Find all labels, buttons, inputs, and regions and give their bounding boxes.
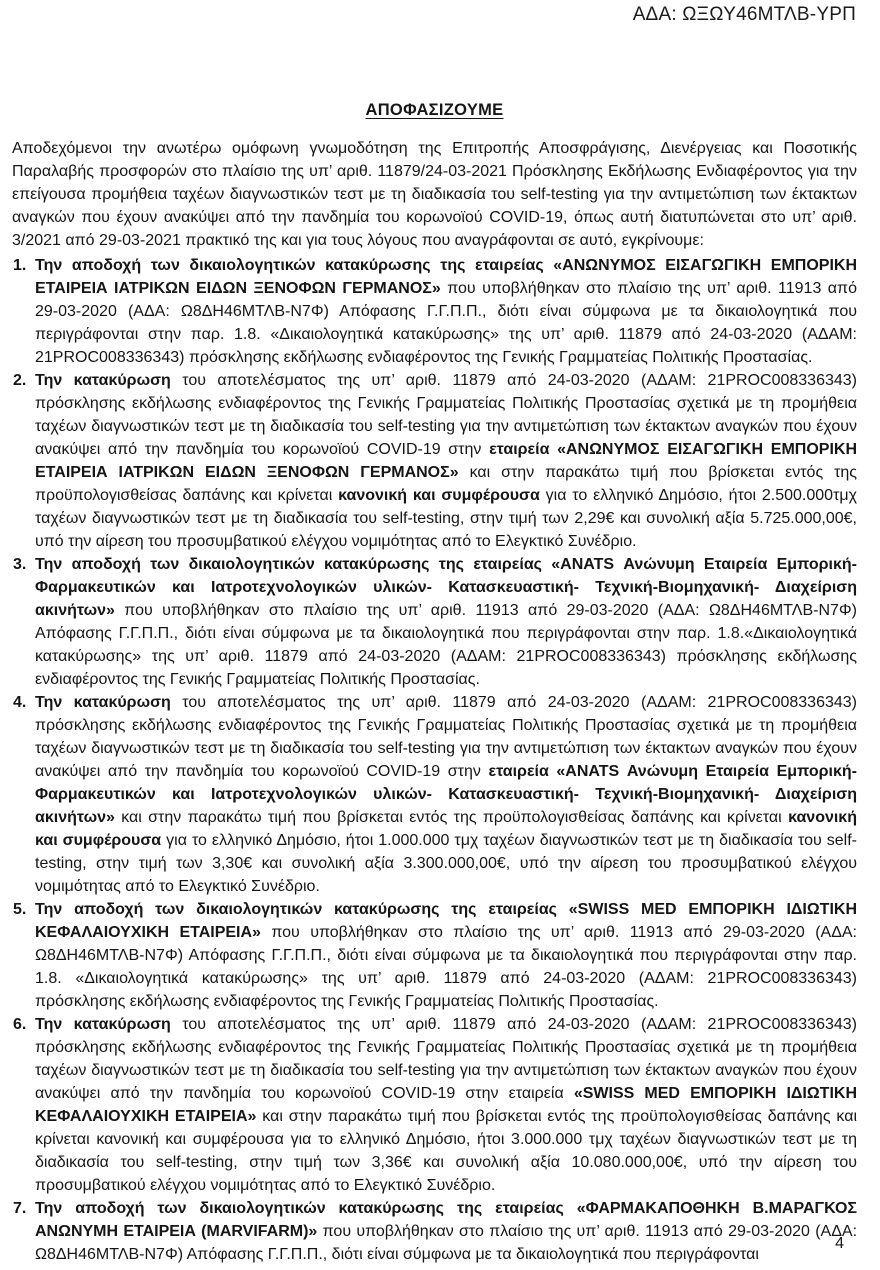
list-item-text: Την αποδοχή των δικαιολογητικών κατακύρωσης της εταιρείας «SWISS MED ΕΜΠΟΡΙΚΗ ΙΔΙΩΤΙΚΗ ΚΕΦΑΛΑΙΟΥΧΙΚΗ ΕΤΑΙΡΕΙΑ» που υποβλήθηκαν στο πλαίσιο της υπ’ αριθ. 11913 από 29-03-2020 (ΑΔΑ: Ω8ΔΗ46ΜΤΛΒ-Ν7Φ) Απόφασης Γ.Γ.Π.Π., διότι είναι σύμφωνα με τα δικαιολογητικά που περιγράφονται στην παρ. 1.8. «Δικαιολογητικά κατακύρωσης» της υπ’ αριθ. 11879 από 24-03-2020 (ΑΔΑΜ: 21PROC008336343) πρόσκλησης εκδήλωσης ενδιαφέροντος της Γενικής Γραμματείας Πολιτικής Προστασίας. (35, 901, 858, 1010)
list-item (12, 553, 857, 691)
decision-heading-text: ΑΠΟΦΑΣΙΖΟΥΜΕ (365, 101, 504, 119)
list-item-text: Την κατακύρωση του αποτελέσματος της υπ’ αριθ. 11879 από 24-03-2020 (ΑΔΑΜ: 21PROC008336343) πρόσκλησης εκδήλωσης ενδιαφέροντος της Γενικής Γραμματείας Πολιτικής Προστασίας σχετικά με τη προμήθεια ταχέων διαγνωστικών τεστ με τη διαδικασία του self-testing για την αντιμετώπιση των έκτακτων αναγκών που έχουν ανακύψει από την πανδημία του κορωνοϊού COVID-19 στην εταιρεία «SWISS MED ΕΜΠΟΡΙΚΗ ΙΔΙΩΤΙΚΗ ΚΕΦΑΛΑΙΟΥΧΙΚΗ ΕΤΑΙΡΕΙΑ» και στην παρακάτω τιμή που βρίσκεται εντός της προϋπολογισθείσας δαπάνης και κρίνεται κανονική και συμφέρουσα για το ελληνικό Δημόσιο, ήτοι 3.000.000 τμχ ταχέων διαγνωστικών τεστ με τη διαδικασία του self-testing, στην τιμή των 3,36€ και συνολική αξία 10.080.000,00€, υπό την αίρεση του προσυμβατικού ελέγχου νομιμότητας από το Ελεγκτικό Συνέδριο. (35, 1016, 858, 1194)
list-item-text: Την αποδοχή των δικαιολογητικών κατακύρωσης της εταιρείας «ANATS Ανώνυμη Εταιρεία Εμπορική-Φαρμακευτικών και Ιατροτεχνολογικών υλικών- Κατασκευαστική- Τεχνική-Βιομηχανική- Διαχείριση ακινήτων» που υποβλήθηκαν στο πλαίσιο της υπ’ αριθ. 11913 από 29-03-2020 (ΑΔΑ: Ω8ΔΗ46ΜΤΛΒ-Ν7Φ) Απόφασης Γ.Γ.Π.Π., διότι είναι σύμφωνα με τα δικαιολογητικά που περιγράφονται στην παρ. 1.8.«Δικαιολογητικά κατακύρωσης» της υπ’ αριθ. 11879 από 24-03-2020 (ΑΔΑΜ: 21PROC008336343) πρόσκλησης εκδήλωσης ενδιαφέροντος της Γενικής Γραμματείας Πολιτικής Προστασίας. (35, 556, 857, 688)
list-item (12, 1197, 857, 1266)
list-item-text: Την αποδοχή των δικαιολογητικών κατακύρωσης της εταιρείας «ΑΝΩΝΥΜΟΣ ΕΙΣΑΓΩΓΙΚΗ ΕΜΠΟΡΙΚΗ ΕΤΑΙΡΕΙΑ ΙΑΤΡΙΚΩΝ ΕΙΔΩΝ ΞΕΝΟΦΩΝ ΓΕΡΜΑΝΟΣ» που υποβλήθηκαν στο πλαίσιο της υπ’ αριθ. 11913 από 29-03-2020 (ΑΔΑ: Ω8ΔΗ46ΜΤΛΒ-Ν7Φ) Απόφασης Γ.Γ.Π.Π., διότι είναι σύμφωνα με τα δικαιολογητικά που περιγράφονται στην παρ. 1.8. «Δικαιολογητικά κατακύρωσης» της υπ’ αριθ. 11879 από 24-03-2020 (ΑΔΑΜ: 21PROC008336343) πρόσκλησης εκδήλωσης ενδιαφέροντος της Γενικής Γραμματείας Πολιτικής Προστασίας. (35, 257, 857, 366)
list-item-text: Την αποδοχή των δικαιολογητικών κατακύρωσης της εταιρείας «ΦΑΡΜΑΚΑΠΟΘΗΚΗ Β.ΜΑΡΑΓΚΟΣ ΑΝΩΝΥΜΗ ΕΤΑΙΡΕΙΑ (MARVIFARM)» που υποβλήθηκαν στο πλαίσιο της υπ’ αριθ. 11913 από 29-03-2020 (ΑΔΑ: Ω8ΔΗ46ΜΤΛΒ-Ν7Φ) Απόφασης Γ.Γ.Π.Π., διότι είναι σύμφωνα με τα δικαιολογητικά που περιγράφονται (35, 1200, 858, 1263)
intro-paragraph: Αποδεχόμενοι την ανωτέρω ομόφωνη γνωμοδότηση της Επιτροπής Αποσφράγισης, Διενέργειας και Ποσοτικής Παραλαβής προσφορών στο πλαίσιο της υπ’ αριθ. 11879/24-03-2021 Πρόσκλησης Εκδήλωσης Ενδιαφέροντος για την επείγουσα προμήθεια ταχέων διαγνωστικών τεστ με τη διαδικασία του self-testing για την αντιμετώπιση των έκτακτων αναγκών που έχουν ανακύψει από την πανδημία του κορωνοϊού COVID-19, όπως αυτή διατυπώνεται στο υπ’ αριθ. 3/2021 από 29-03-2021 πρακτικό της και για τους λόγους που αναγράφονται σε αυτό, εγκρίνουμε: (12, 140, 857, 249)
list-item-text: Την κατακύρωση του αποτελέσματος της υπ’ αριθ. 11879 από 24-03-2020 (ΑΔΑΜ: 21PROC008336343) πρόσκλησης εκδήλωσης ενδιαφέροντος της Γενικής Γραμματείας Πολιτικής Προστασίας σχετικά με τη προμήθεια ταχέων διαγνωστικών τεστ με τη διαδικασία του self-testing για την αντιμετώπιση των έκτακτων αναγκών που έχουν ανακύψει από την πανδημία του κορωνοϊού COVID-19 στην εταιρεία «ΑΝΩΝΥΜΟΣ ΕΙΣΑΓΩΓΙΚΗ ΕΜΠΟΡΙΚΗ ΕΤΑΙΡΕΙΑ ΙΑΤΡΙΚΩΝ ΕΙΔΩΝ ΞΕΝΟΦΩΝ ΓΕΡΜΑΝΟΣ» και στην παρακάτω τιμή που βρίσκεται εντός της προϋπολογισθείσας δαπάνης και κρίνεται κανονική και συμφέρουσα για το ελληνικό Δημόσιο, ήτοι 2.500.000τμχ ταχέων διαγνωστικών τεστ με τη διαδικασία του self-testing, στην τιμή των 2,29€ και συνολική αξία 5.725.000,00€, υπό την αίρεση του προσυμβατικού ελέγχου νομιμότητας από το Ελεγκτικό Συνέδριο. (35, 372, 858, 550)
decision-list (12, 254, 857, 1266)
list-item (12, 691, 857, 898)
list-item (12, 369, 857, 553)
list-item (12, 898, 857, 1013)
list-item-text: Την κατακύρωση του αποτελέσματος της υπ’ αριθ. 11879 από 24-03-2020 (ΑΔΑΜ: 21PROC008336343) πρόσκλησης εκδήλωσης ενδιαφέροντος της Γενικής Γραμματείας Πολιτικής Προστασίας σχετικά με τη προμήθεια ταχέων διαγνωστικών τεστ με τη διαδικασία του self-testing για την αντιμετώπιση των έκτακτων αναγκών που έχουν ανακύψει από την πανδημία του κορωνοϊού COVID-19 στην εταιρεία «ANATS Ανώνυμη Εταιρεία Εμπορική-Φαρμακευτικών και Ιατροτεχνολογικών υλικών- Κατασκευαστική- Τεχνική-Βιομηχανική- Διαχείριση ακινήτων» και στην παρακάτω τιμή που βρίσκεται εντός της προϋπολογισθείσας δαπάνης και κρίνεται κανονική και συμφέρουσα για το ελληνικό Δημόσιο, ήτοι 1.000.000 τμχ ταχέων διαγνωστικών τεστ με τη διαδικασία του self-testing, στην τιμή των 3,30€ και συνολική αξία 3.300.000,00€, υπό την αίρεση του προσυμβατικού ελέγχου νομιμότητας από το Ελεγκτικό Συνέδριο. (35, 694, 858, 895)
list-item-number: 5. (13, 901, 27, 918)
page-number: 4 (835, 1235, 844, 1252)
list-item-number: 6. (13, 1016, 27, 1033)
list-item-number: 2. (13, 372, 27, 389)
list-item-number: 1. (13, 257, 27, 274)
list-item-number: 3. (13, 556, 27, 573)
list-item-number: 7. (13, 1200, 27, 1217)
list-item-number: 4. (13, 694, 27, 711)
ada-code: ΑΔΑ: ΩΞΩΥ46ΜΤΛΒ-ΥΡΠ (632, 4, 856, 25)
list-item (12, 254, 857, 369)
list-item (12, 1013, 857, 1197)
